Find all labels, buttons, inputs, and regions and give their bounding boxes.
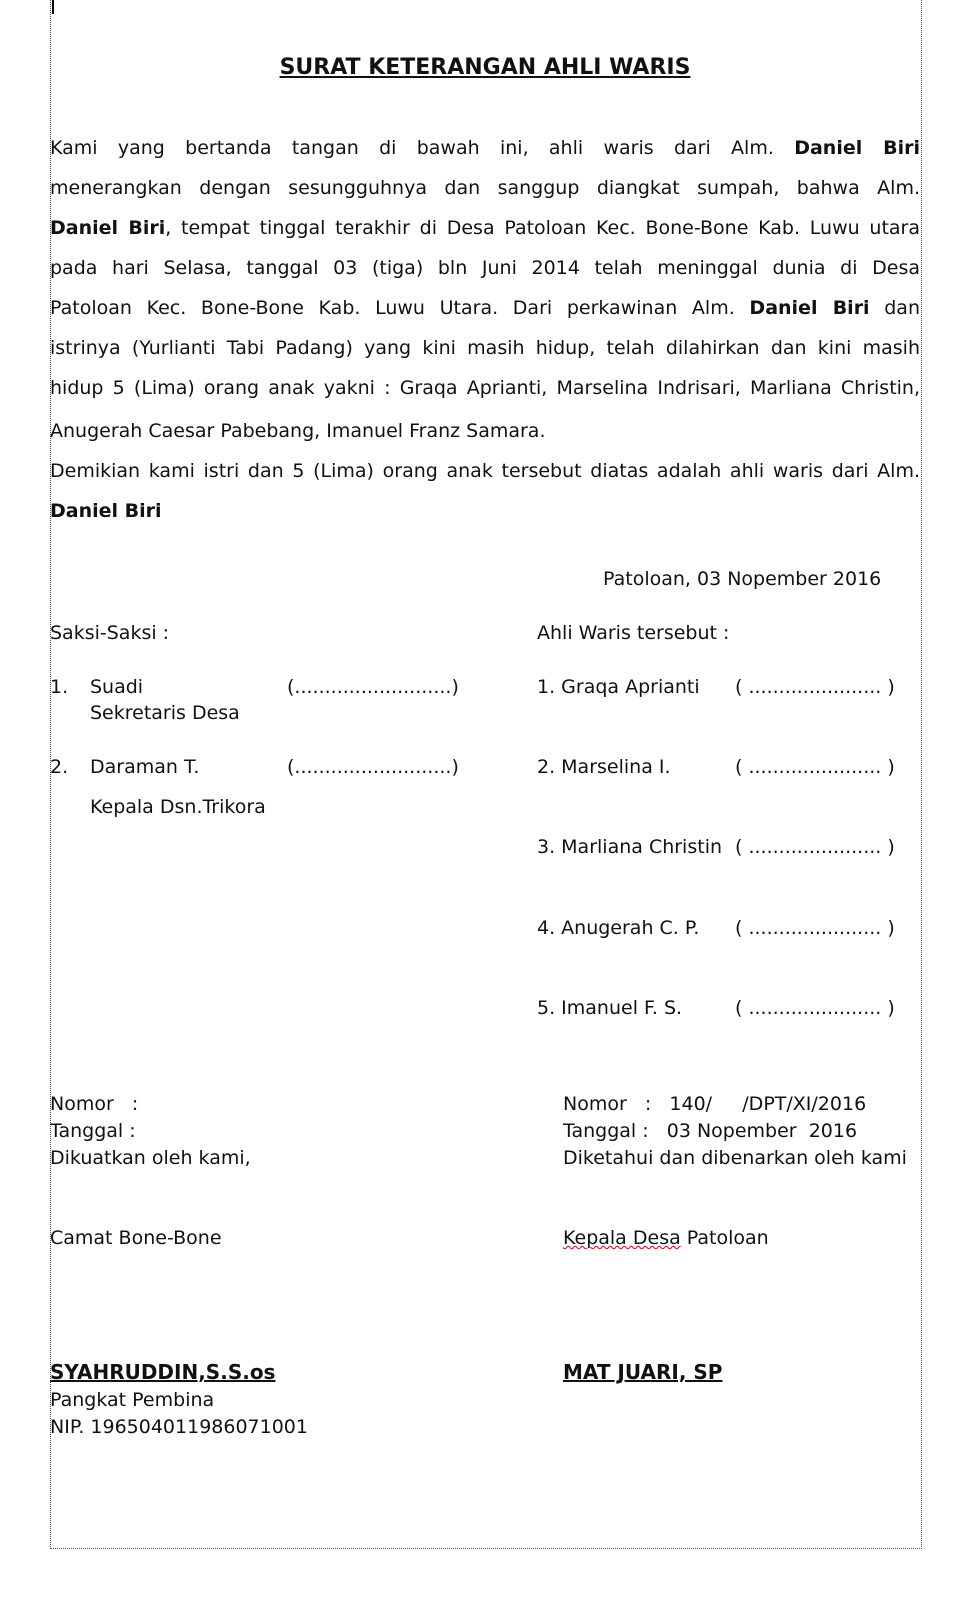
body-line: Daniel Biri bbox=[50, 500, 162, 522]
heir-name: 1. Graqa Aprianti bbox=[537, 676, 700, 698]
heir-signature-blank: ( ...................... ) bbox=[735, 997, 895, 1019]
place-date: Patoloan, 03 Nopember 2016 bbox=[603, 568, 882, 590]
witnesses-heading: Saksi-Saksi : bbox=[50, 622, 170, 644]
text-cursor bbox=[52, 0, 54, 14]
heir-signature-blank: ( ...................... ) bbox=[735, 756, 895, 778]
witness-name: Daraman T. bbox=[90, 756, 200, 778]
body-line: hidup 5 (Lima) orang anak yakni : Graqa Aprianti, Marselina Indrisari, Marliana Christin, bbox=[50, 377, 920, 399]
witness-role: Sekretaris Desa bbox=[90, 702, 240, 724]
body-line: Daniel Biri, tempat tinggal terakhir di Desa Patoloan Kec. Bone-Bone Kab. Luwu utara bbox=[50, 217, 920, 239]
heir-name: 5. Imanuel F. S. bbox=[537, 997, 683, 1019]
heir-name: 3. Marliana Christin bbox=[537, 836, 723, 858]
right-nomor: Nomor : 140/ /DPT/XI/2016 bbox=[563, 1093, 867, 1115]
witness-number: 1. bbox=[50, 676, 69, 698]
body-line: Anugerah Caesar Pabebang, Imanuel Franz Samara. bbox=[50, 420, 546, 442]
right-tanggal: Tanggal : 03 Nopember 2016 bbox=[563, 1120, 858, 1142]
witness-signature-blank: (..........................) bbox=[287, 756, 459, 778]
heir-signature-blank: ( ...................... ) bbox=[735, 676, 895, 698]
left-signer-nip: NIP. 196504011986071001 bbox=[50, 1416, 308, 1438]
witness-signature-blank: (..........................) bbox=[287, 676, 459, 698]
heir-name: 2. Marselina I. bbox=[537, 756, 671, 778]
body-line: pada hari Selasa, tanggal 03 (tiga) bln Juni 2014 telah meninggal dunia di Desa bbox=[50, 257, 920, 279]
left-signer-rank: Pangkat Pembina bbox=[50, 1389, 215, 1411]
right-office: Kepala Desa Patoloan bbox=[563, 1227, 769, 1249]
witness-number: 2. bbox=[50, 756, 69, 778]
body-line: menerangkan dengan sesungguhnya dan sanggup diangkat sumpah, bahwa Alm. bbox=[50, 177, 920, 199]
heirs-heading: Ahli Waris tersebut : bbox=[537, 622, 730, 644]
right-note: Diketahui dan dibenarkan oleh kami bbox=[563, 1147, 907, 1169]
document-title: SURAT KETERANGAN AHLI WARIS bbox=[279, 55, 691, 80]
heir-signature-blank: ( ...................... ) bbox=[735, 836, 895, 858]
left-note: Dikuatkan oleh kami, bbox=[50, 1147, 251, 1169]
witness-name: Suadi bbox=[90, 676, 144, 698]
left-signer-name: SYAHRUDDIN,S.S.os bbox=[50, 1360, 276, 1384]
spellcheck-underlined-text: Kepala Desa bbox=[563, 1227, 681, 1249]
body-line: Patoloan Kec. Bone-Bone Kab. Luwu Utara. Dari perkawinan Alm. Daniel Biri dan bbox=[50, 297, 920, 319]
body-line: Kami yang bertanda tangan di bawah ini, ahli waris dari Alm. Daniel Biri bbox=[50, 137, 920, 159]
left-tanggal: Tanggal : bbox=[50, 1120, 136, 1142]
body-line: Demikian kami istri dan 5 (Lima) orang anak tersebut diatas adalah ahli waris dari Alm. bbox=[50, 460, 920, 482]
heir-name: 4. Anugerah C. P. bbox=[537, 917, 700, 939]
left-nomor: Nomor : bbox=[50, 1093, 139, 1115]
left-office: Camat Bone-Bone bbox=[50, 1227, 222, 1249]
heir-signature-blank: ( ...................... ) bbox=[735, 917, 895, 939]
right-signer-name: MAT JUARI, SP bbox=[563, 1360, 723, 1384]
witness-role: Kepala Dsn.Trikora bbox=[90, 796, 266, 818]
body-line: istrinya (Yurlianti Tabi Padang) yang kini masih hidup, telah dilahirkan dan kini masih bbox=[50, 337, 920, 359]
